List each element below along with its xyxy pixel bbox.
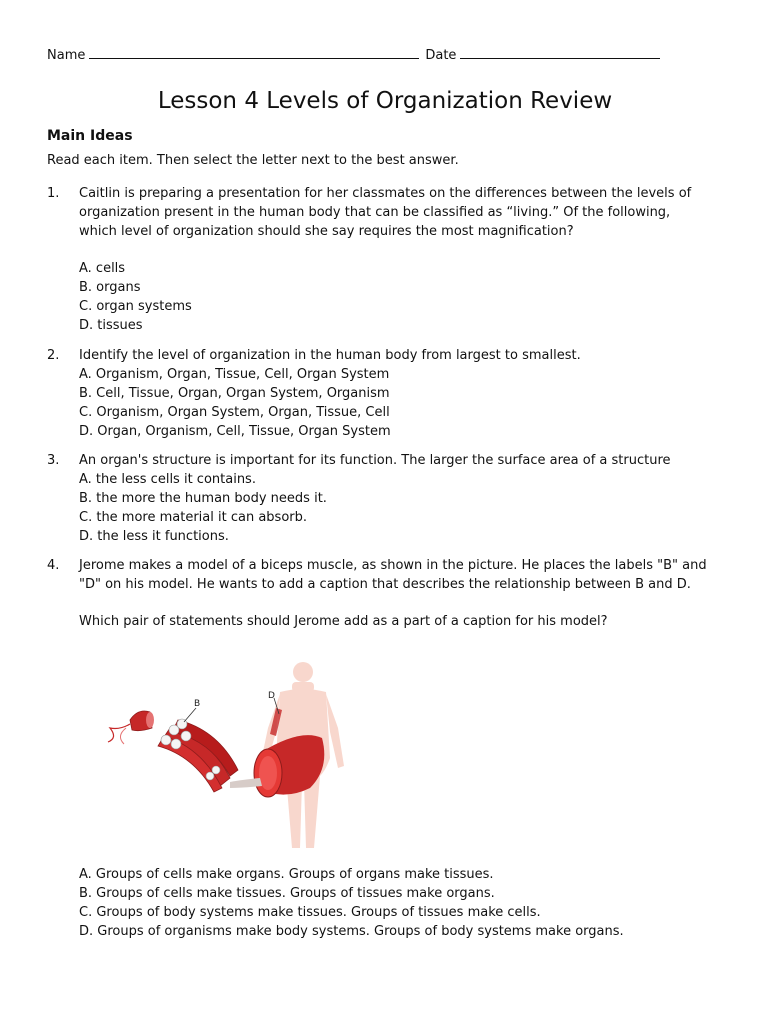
- answer-choice-d[interactable]: D. tissues: [79, 318, 143, 333]
- question-body: [79, 184, 709, 335]
- question-body: [79, 451, 709, 546]
- question-number: 4.: [47, 558, 60, 573]
- name-blank[interactable]: [89, 46, 419, 59]
- answer-choice-c[interactable]: C. Groups of body systems make tissues. Groups of tissues make cells.: [79, 905, 541, 920]
- muscle-fiber: [108, 711, 154, 744]
- answer-choice-a[interactable]: A. Groups of cells make organs. Groups of organs make tissues.: [79, 867, 494, 882]
- answer-choice-d[interactable]: D. Organ, Organism, Cell, Tissue, Organ System: [79, 424, 391, 439]
- answer-choice-b[interactable]: B. the more the human body needs it.: [79, 491, 327, 506]
- biceps-muscle-figure: [100, 658, 360, 858]
- question-stem: Caitlin is preparing a presentation for her classmates on the differences between the levels of organization present in the human body that can be classified as “living.” Of the following, which level of organization should she say requires the most magnification?: [79, 186, 692, 239]
- answer-choice-b[interactable]: B. organs: [79, 280, 141, 295]
- answer-choice-b[interactable]: B. Cell, Tissue, Organ, Organ System, Organism: [79, 386, 390, 401]
- instructions: Read each item. Then select the letter next to the best answer.: [47, 153, 459, 168]
- whole-muscle: [230, 735, 324, 797]
- question-prompt: Which pair of statements should Jerome add as a part of a caption for his model?: [79, 614, 608, 629]
- answer-choice-c[interactable]: C. the more material it can absorb.: [79, 510, 308, 525]
- label-b: B: [194, 699, 201, 709]
- answer-choices: [79, 259, 709, 335]
- question-stem: Jerome makes a model of a biceps muscle, as shown in the picture. He places the labels "B" and "D" on his model. He wants to add a caption that describes the relationship between B and D.: [79, 558, 707, 592]
- spacer: [79, 594, 709, 612]
- answer-choice-a[interactable]: A. cells: [79, 261, 126, 276]
- spacer: [79, 241, 709, 259]
- date-blank[interactable]: [460, 46, 660, 59]
- question-body: [79, 346, 709, 441]
- label-b-pointer: [184, 708, 196, 722]
- question-body: [79, 556, 709, 631]
- page-title: Lesson 4 Levels of Organization Review: [157, 88, 613, 114]
- muscle-illustration: [100, 658, 360, 858]
- name-label: Name: [47, 48, 86, 63]
- question-stem: An organ's structure is important for its function. The larger the surface area of a structure: [79, 453, 671, 468]
- answer-choices: [79, 470, 709, 546]
- answer-choice-b[interactable]: B. Groups of cells make tissues. Groups of tissues make organs.: [79, 886, 495, 901]
- answer-choice-c[interactable]: C. organ systems: [79, 299, 192, 314]
- answer-choice-a[interactable]: A. Organism, Organ, Tissue, Cell, Organ System: [79, 367, 390, 382]
- answer-choice-a[interactable]: A. the less cells it contains.: [79, 472, 256, 487]
- question-number: 1.: [47, 186, 60, 201]
- muscle-fascicle-bundle: [158, 719, 238, 792]
- question-number: 3.: [47, 453, 60, 468]
- answer-choices: [79, 365, 709, 441]
- section-heading: Main Ideas: [47, 128, 133, 144]
- answer-choice-c[interactable]: C. Organism, Organ System, Organ, Tissue, Cell: [79, 405, 390, 420]
- answer-choice-d[interactable]: D. the less it functions.: [79, 529, 229, 544]
- question-4-answer-choices: [79, 865, 624, 941]
- question-number: 2.: [47, 348, 60, 363]
- header-line: [47, 46, 660, 63]
- date-label: Date: [425, 48, 457, 63]
- label-d: D: [268, 691, 275, 701]
- answer-choice-d[interactable]: D. Groups of organisms make body systems. Groups of body systems make organs.: [79, 924, 624, 939]
- question-stem: Identify the level of organization in the human body from largest to smallest.: [79, 348, 581, 363]
